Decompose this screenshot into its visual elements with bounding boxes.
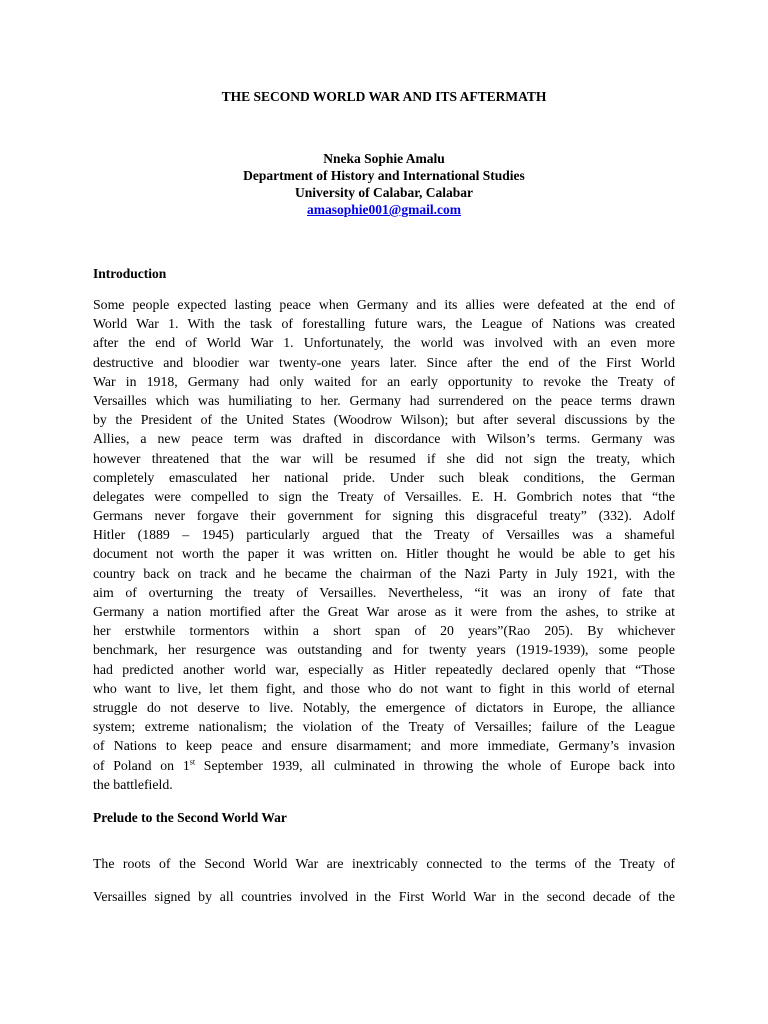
paragraph-line: Hitler (1889 – 1945) particularly argued that the Treaty of Versailles was a shameful bbox=[93, 527, 675, 543]
paragraph-line: had predicted another world war, especially as Hitler repeatedly declared openly that “Those bbox=[93, 661, 675, 677]
paragraph-line-with-superscript bbox=[93, 756, 675, 775]
paragraph-last-line: the battlefield. bbox=[93, 776, 173, 792]
introduction-heading: Introduction bbox=[93, 266, 167, 281]
author-name: Nneka Sophie Amalu bbox=[323, 151, 445, 166]
paragraph-line: delegates were compelled to sign the Treaty of Versailles. E. H. Gombrich notes that “the bbox=[93, 488, 675, 504]
ordinal-superscript: st bbox=[189, 756, 196, 766]
paragraph-line: struggle do not deserve to live. Notably, the emergence of dictators in Europe, the alliance bbox=[93, 699, 675, 715]
author-institution: University of Calabar, Calabar bbox=[295, 185, 473, 200]
paragraph-line: country back on track and he became the chairman of the Nazi Party in July 1921, with the bbox=[93, 565, 675, 581]
line-text: September 1939, all culminated in throwing the whole of Europe back into bbox=[195, 757, 675, 773]
paragraph-line: Germans never forgave their government for signing this disgraceful treaty” (332). Adolf bbox=[93, 508, 675, 524]
document-title: THE SECOND WORLD WAR AND ITS AFTERMATH bbox=[221, 89, 547, 104]
prelude-heading: Prelude to the Second World War bbox=[93, 810, 287, 825]
paragraph-line: document not worth the paper it was written on. Hitler thought he would be able to get his bbox=[93, 546, 675, 562]
paragraph-line: Versailles which was humiliating to her. Germany had surrendered on the peace terms drawn bbox=[93, 392, 675, 408]
paragraph-line: completely emasculated her national pride. Under such bleak conditions, the German bbox=[93, 469, 675, 485]
paragraph-line: Some people expected lasting peace when Germany and its allies were defeated at the end of bbox=[93, 297, 675, 312]
paragraph-line: War in 1918, Germany had only waited for an early opportunity to revoke the Treaty of bbox=[93, 373, 675, 389]
paragraph-line: system; extreme nationalism; the violation of the Treaty of Versailles; failure of the League bbox=[93, 719, 675, 735]
paragraph-line: World War 1. With the task of forestalling future wars, the League of Nations was created bbox=[93, 316, 675, 332]
paragraph-line: aim of overturning the treaty of Versailles. Nevertheless, “it was an irony of fate that bbox=[93, 584, 675, 600]
paragraph-line: by the President of the United States (Woodrow Wilson); but after several discussions by the bbox=[93, 412, 675, 428]
author-department: Department of History and International Studies bbox=[243, 168, 525, 183]
paragraph-line: benchmark, her resurgence was outstanding and for twenty years (1919-1939), some people bbox=[93, 642, 675, 658]
paragraph-line: of Nations to keep peace and ensure disarmament; and more immediate, Germany’s invasion bbox=[93, 738, 675, 754]
line-text: of Poland on 1 bbox=[93, 757, 190, 773]
paragraph-line: after the end of World War 1. Unfortunately, the world was involved with an even more bbox=[93, 335, 675, 351]
paragraph-line: her erstwhile tormentors within a short span of 20 years”(Rao 205). By whichever bbox=[93, 623, 675, 639]
prelude-paragraph-line: Versailles signed by all countries involved in the First World War in the second decade of the bbox=[93, 889, 675, 904]
paragraph-line: Germany a nation mortified after the Great War arose as it were from the ashes, to strike at bbox=[93, 604, 675, 619]
introduction-paragraph bbox=[93, 295, 675, 794]
author-email-link[interactable]: amasophie001@gmail.com bbox=[307, 202, 461, 217]
prelude-paragraph-line: The roots of the Second World War are inextricably connected to the terms of the Treaty of bbox=[93, 856, 675, 871]
paragraph-line: who want to live, let them fight, and those who do not want to fight in this world of eternal bbox=[93, 680, 675, 696]
paragraph-line: however threatened that the war will be resumed if she did not sign the treaty, which bbox=[93, 450, 675, 466]
paragraph-line: destructive and bloodier war twenty-one years later. Since after the end of the First World bbox=[93, 354, 675, 370]
paragraph-line: Allies, a new peace term was drafted in discordance with Wilson’s terms. Germany was bbox=[93, 431, 675, 447]
author-block bbox=[0, 150, 768, 218]
